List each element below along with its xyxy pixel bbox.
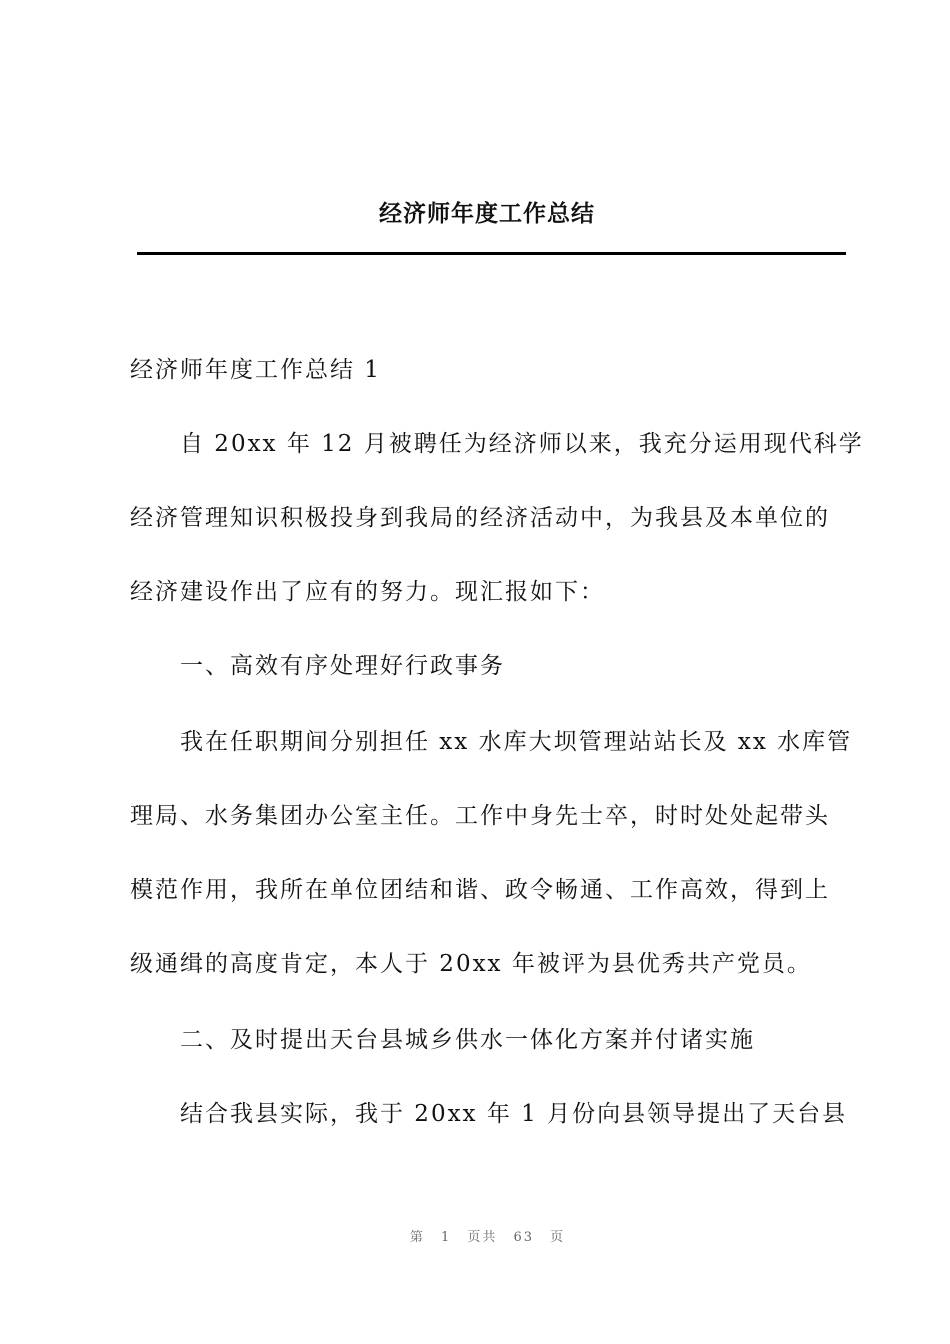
paragraph-line: 经济建设作出了应有的努力。现汇报如下：	[130, 579, 605, 605]
paragraph-line: 理局、水务集团办公室主任。工作中身先士卒，时时处处起带头	[130, 803, 830, 829]
paragraph-line: 结合我县实际，我于 20xx 年 1 月份向县领导提出了天台县	[180, 1101, 848, 1127]
paragraph-line: 经济管理知识积极投身到我局的经济活动中，为我县及本单位的	[130, 505, 830, 531]
document-title: 经济师年度工作总结	[379, 201, 595, 227]
subheading-line: 一、高效有序处理好行政事务	[180, 653, 505, 679]
page-number-footer: 第 1 页共 63 页	[409, 1230, 566, 1245]
section-heading: 经济师年度工作总结 1	[130, 357, 381, 383]
paragraph-line: 级通缉的高度肯定，本人于 20xx 年被评为县优秀共产党员。	[130, 951, 812, 977]
title-divider	[137, 252, 846, 255]
paragraph-line: 模范作用，我所在单位团结和谐、政令畅通、工作高效，得到上	[130, 877, 830, 903]
subheading-line: 二、及时提出天台县城乡供水一体化方案并付诸实施	[180, 1027, 755, 1053]
paragraph-line: 自 20xx 年 12 月被聘任为经济师以来，我充分运用现代科学	[180, 431, 864, 457]
paragraph-line: 我在任职期间分别担任 xx 水库大坝管理站站长及 xx 水库管	[180, 729, 853, 755]
